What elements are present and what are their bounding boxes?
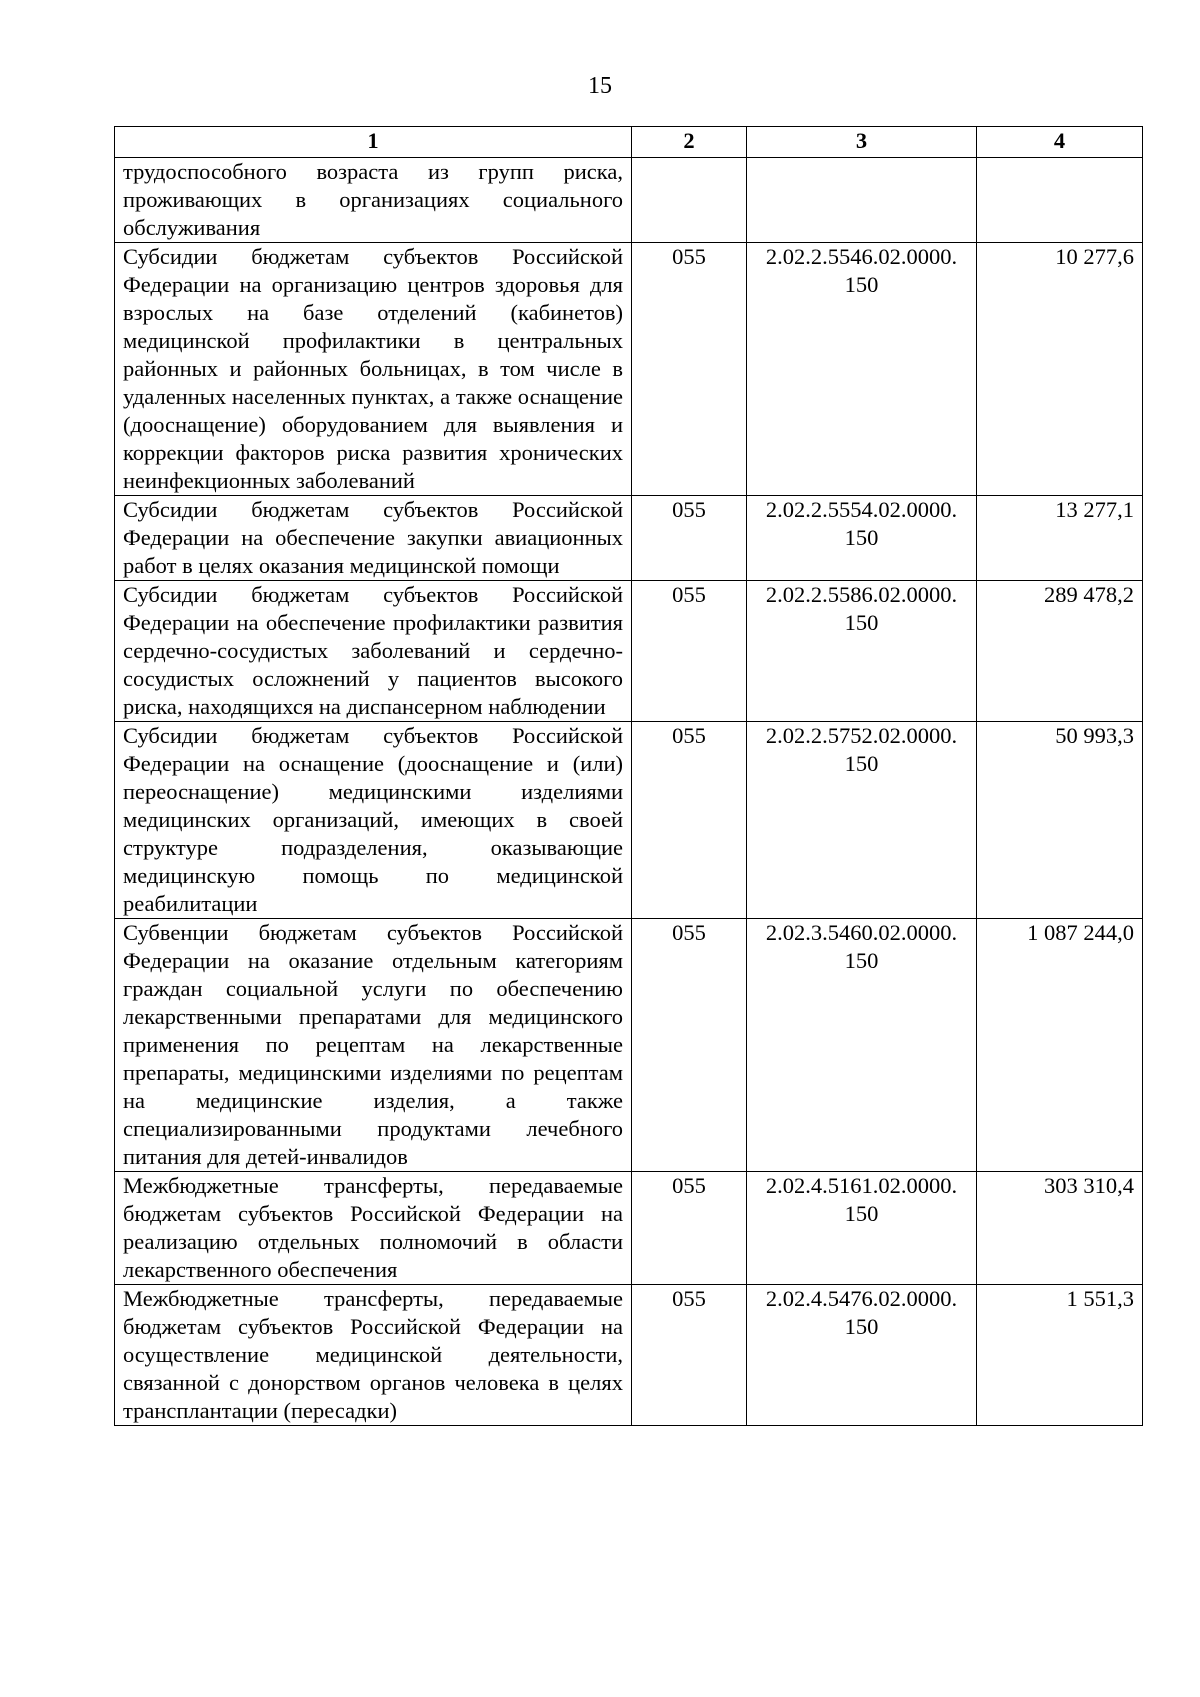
row-budget-code: 2.02.2.5554.02.0000. 150 <box>747 496 977 581</box>
row-name: Межбюджетные трансферты, передаваемые бюджетам субъектов Российской Федерации на реализацию отдельных полномочий в области лекарственного обеспечения <box>115 1172 632 1285</box>
row-budget-code <box>747 158 977 243</box>
row-admin-code: 055 <box>632 1285 747 1426</box>
table-row <box>115 158 1143 243</box>
column-header: 1 <box>115 127 632 158</box>
table-row <box>115 722 1143 919</box>
row-budget-code: 2.02.2.5546.02.0000. 150 <box>747 243 977 496</box>
row-admin-code: 055 <box>632 722 747 919</box>
row-budget-code: 2.02.4.5161.02.0000. 150 <box>747 1172 977 1285</box>
row-budget-code: 2.02.2.5586.02.0000. 150 <box>747 581 977 722</box>
table-header-row <box>115 127 1143 158</box>
table-row <box>115 1285 1143 1426</box>
row-admin-code: 055 <box>632 581 747 722</box>
column-header: 4 <box>977 127 1143 158</box>
table-row <box>115 919 1143 1172</box>
row-budget-code: 2.02.3.5460.02.0000. 150 <box>747 919 977 1172</box>
budget-table <box>114 126 1143 1426</box>
row-amount: 10 277,6 <box>977 243 1143 496</box>
row-amount: 289 478,2 <box>977 581 1143 722</box>
row-budget-code: 2.02.2.5752.02.0000. 150 <box>747 722 977 919</box>
row-amount: 1 551,3 <box>977 1285 1143 1426</box>
row-amount: 303 310,4 <box>977 1172 1143 1285</box>
column-header: 3 <box>747 127 977 158</box>
row-admin-code <box>632 158 747 243</box>
column-header: 2 <box>632 127 747 158</box>
row-name: Субсидии бюджетам субъектов Российской Федерации на обеспечение профилактики развития сердечно-сосудистых заболеваний и сердечно-сосудистых осложнений у пациентов высокого риска, находящихся на диспансерном наблюдении <box>115 581 632 722</box>
row-admin-code: 055 <box>632 1172 747 1285</box>
row-budget-code: 2.02.4.5476.02.0000. 150 <box>747 1285 977 1426</box>
row-amount <box>977 158 1143 243</box>
row-name: Субсидии бюджетам субъектов Российской Федерации на организацию центров здоровья для взрослых на базе отделений (кабинетов) медицинской профилактики в центральных районных и районных больницах, в том числе в удаленных населенных пунктах, а также оснащение (дооснащение) оборудованием для выявления и коррекции факторов риска развития хронических неинфекционных заболеваний <box>115 243 632 496</box>
page-number: 15 <box>588 73 612 99</box>
row-amount: 1 087 244,0 <box>977 919 1143 1172</box>
row-admin-code: 055 <box>632 496 747 581</box>
table-row <box>115 243 1143 496</box>
row-amount: 50 993,3 <box>977 722 1143 919</box>
row-name: Субсидии бюджетам субъектов Российской Федерации на оснащение (дооснащение и (или) переоснащение) медицинскими изделиями медицинских организаций, имеющих в своей структуре подразделения, оказывающие медицинскую помощь по медицинской реабилитации <box>115 722 632 919</box>
table-row <box>115 1172 1143 1285</box>
row-name: Субсидии бюджетам субъектов Российской Федерации на обеспечение закупки авиационных работ в целях оказания медицинской помощи <box>115 496 632 581</box>
table-row <box>115 496 1143 581</box>
row-amount: 13 277,1 <box>977 496 1143 581</box>
row-admin-code: 055 <box>632 243 747 496</box>
row-name: Межбюджетные трансферты, передаваемые бюджетам субъектов Российской Федерации на осуществление медицинской деятельности, связанной с донорством органов человека в целях трансплантации (пересадки) <box>115 1285 632 1426</box>
row-name: трудоспособного возраста из групп риска, проживающих в организациях социального обслуживания <box>115 158 632 243</box>
row-admin-code: 055 <box>632 919 747 1172</box>
row-name: Субвенции бюджетам субъектов Российской Федерации на оказание отдельным категориям граждан социальной услуги по обеспечению лекарственными препаратами для медицинского применения по рецептам на лекарственные препараты, медицинскими изделиями по рецептам на медицинские изделия, а также специализированными продуктами лечебного питания для детей-инвалидов <box>115 919 632 1172</box>
table-row <box>115 581 1143 722</box>
